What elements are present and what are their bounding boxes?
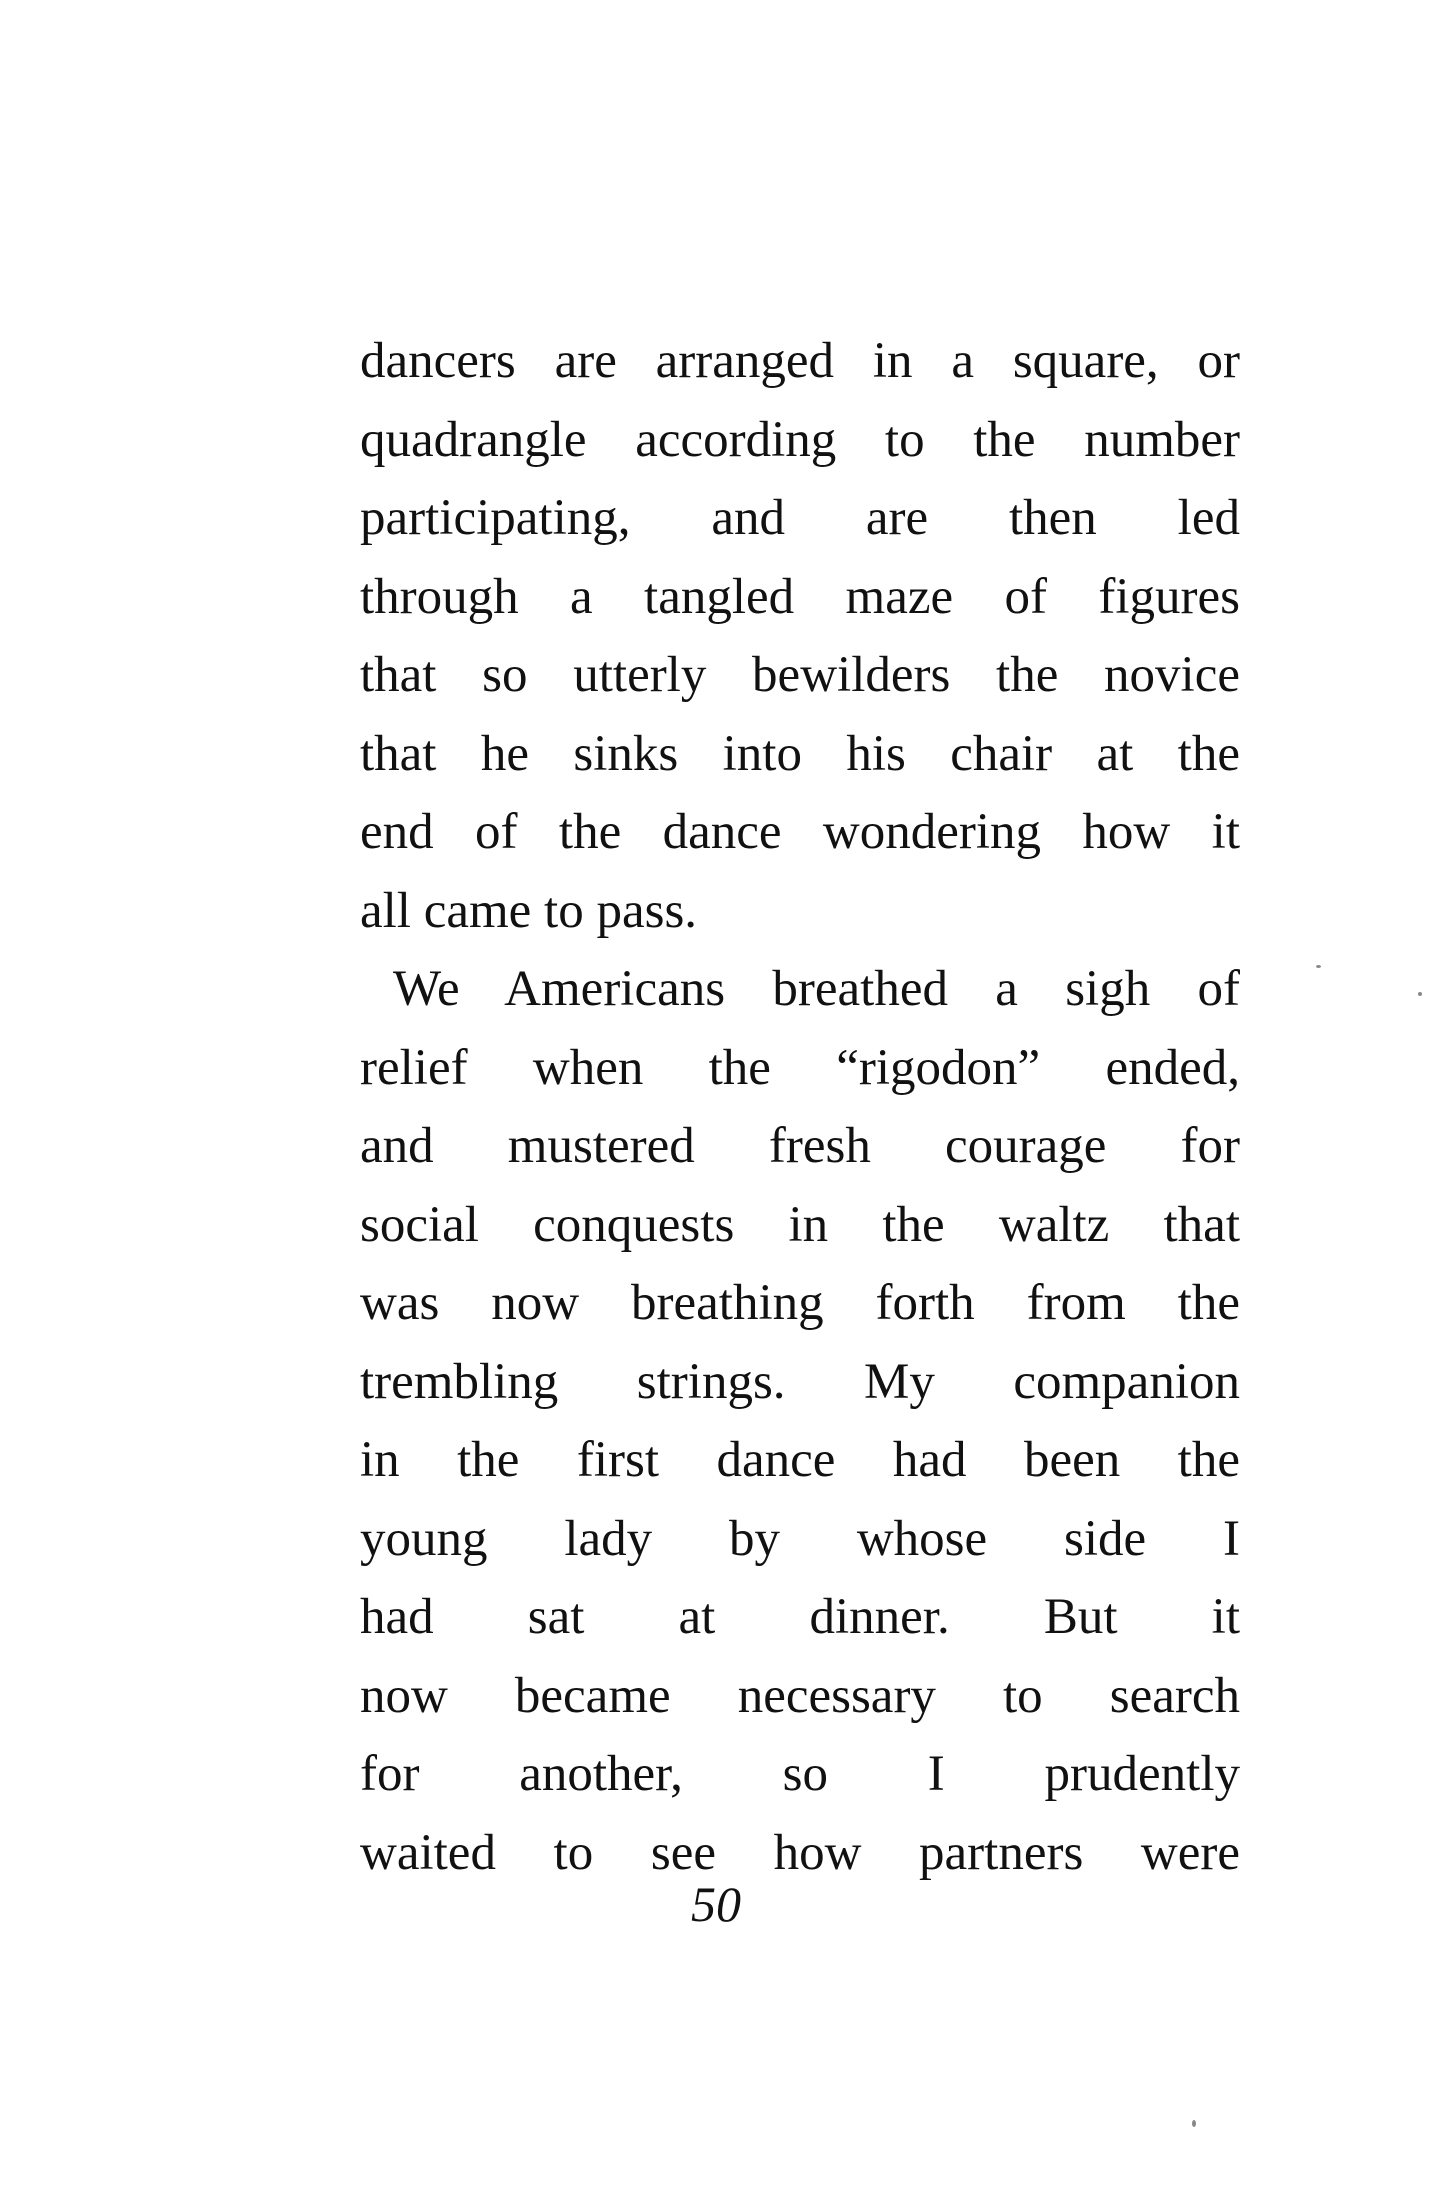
text-line: dancers are arranged in a square, or bbox=[360, 333, 1240, 389]
text-line: in the first dance had been the bbox=[360, 1432, 1240, 1488]
text-line: through a tangled maze of figures bbox=[360, 568, 1240, 625]
text-line: quadrangle according to the number bbox=[360, 411, 1240, 468]
text-line: had sat at dinner. But it bbox=[360, 1589, 1240, 1645]
page-number: 50 bbox=[691, 1876, 741, 1932]
text-line: and mustered fresh courage for bbox=[360, 1118, 1240, 1174]
text-line: that so utterly bewilders the novice bbox=[360, 647, 1240, 703]
text-line: We Americans breathed a sigh of bbox=[393, 961, 1240, 1017]
text-line: social conquests in the waltz that bbox=[360, 1196, 1240, 1253]
text-line: relief when the “rigodon” ended, bbox=[360, 1039, 1240, 1096]
text-line: for another, so I prudently bbox=[360, 1746, 1240, 1802]
paper-speck bbox=[1316, 965, 1321, 968]
text-line: now became necessary to search bbox=[360, 1667, 1240, 1724]
text-line: end of the dance wondering how it bbox=[360, 804, 1240, 860]
text-line: trembling strings. My companion bbox=[360, 1353, 1240, 1410]
text-line: all came to pass. bbox=[360, 882, 698, 939]
paper-speck bbox=[1192, 2120, 1196, 2127]
text-line: waited to see how partners were bbox=[360, 1824, 1240, 1881]
text-line: participating, and are then led bbox=[360, 490, 1240, 546]
text-line: young lady by whose side I bbox=[360, 1510, 1240, 1567]
body-text bbox=[360, 322, 1240, 1892]
text-line: that he sinks into his chair at the bbox=[360, 725, 1240, 782]
text-line: was now breathing forth from the bbox=[360, 1275, 1240, 1331]
paper-speck bbox=[1418, 992, 1422, 996]
